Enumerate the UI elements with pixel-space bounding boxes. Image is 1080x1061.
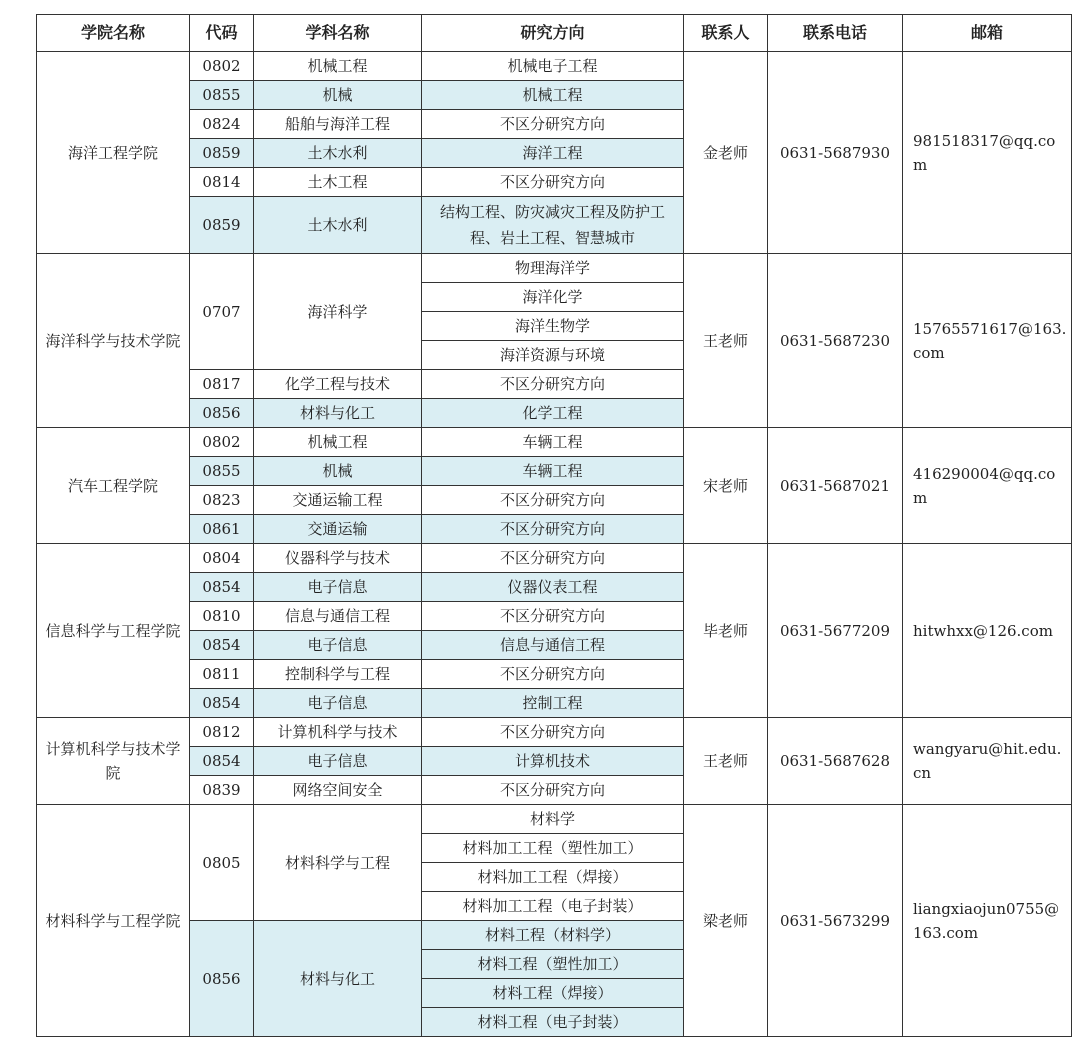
subject-name: 船舶与海洋工程 bbox=[254, 110, 422, 139]
program-code: 0824 bbox=[190, 110, 254, 139]
table-row bbox=[37, 52, 1072, 81]
research-direction: 不区分研究方向 bbox=[422, 515, 684, 544]
research-direction: 海洋化学 bbox=[422, 283, 684, 312]
subject-name: 电子信息 bbox=[254, 631, 422, 660]
research-direction: 结构工程、防灾减灾工程及防护工程、岩土工程、智慧城市 bbox=[422, 197, 684, 254]
subject-name: 交通运输工程 bbox=[254, 486, 422, 515]
header-code: 代码 bbox=[190, 15, 254, 52]
research-direction: 不区分研究方向 bbox=[422, 110, 684, 139]
contact-email: liangxiaojun0755@163.com bbox=[903, 805, 1072, 1037]
research-direction: 控制工程 bbox=[422, 689, 684, 718]
research-direction: 不区分研究方向 bbox=[422, 602, 684, 631]
contact-person: 王老师 bbox=[684, 254, 768, 428]
contact-email: hitwhxx@126.com bbox=[903, 544, 1072, 718]
contact-phone: 0631-5677209 bbox=[768, 544, 903, 718]
program-code: 0854 bbox=[190, 747, 254, 776]
contact-email: 416290004@qq.com bbox=[903, 428, 1072, 544]
college-name: 汽车工程学院 bbox=[37, 428, 190, 544]
table-row bbox=[37, 718, 1072, 747]
program-code: 0861 bbox=[190, 515, 254, 544]
program-code: 0854 bbox=[190, 573, 254, 602]
research-direction: 材料加工工程（电子封装） bbox=[422, 892, 684, 921]
table-row bbox=[37, 544, 1072, 573]
college-name: 海洋工程学院 bbox=[37, 52, 190, 254]
college-name: 海洋科学与技术学院 bbox=[37, 254, 190, 428]
subject-name: 机械 bbox=[254, 81, 422, 110]
header-row bbox=[37, 15, 1072, 52]
subject-name: 机械工程 bbox=[254, 52, 422, 81]
contact-email: wangyaru@hit.edu.cn bbox=[903, 718, 1072, 805]
header-email: 邮箱 bbox=[903, 15, 1072, 52]
research-direction: 车辆工程 bbox=[422, 457, 684, 486]
subject-name: 电子信息 bbox=[254, 573, 422, 602]
research-direction: 不区分研究方向 bbox=[422, 370, 684, 399]
research-direction: 不区分研究方向 bbox=[422, 544, 684, 573]
research-direction: 信息与通信工程 bbox=[422, 631, 684, 660]
research-direction: 材料工程（电子封装） bbox=[422, 1008, 684, 1037]
subject-name: 材料与化工 bbox=[254, 399, 422, 428]
research-direction: 不区分研究方向 bbox=[422, 486, 684, 515]
contact-person: 宋老师 bbox=[684, 428, 768, 544]
header-phone: 联系电话 bbox=[768, 15, 903, 52]
program-code: 0859 bbox=[190, 197, 254, 254]
program-code: 0855 bbox=[190, 81, 254, 110]
program-code: 0856 bbox=[190, 399, 254, 428]
research-direction: 不区分研究方向 bbox=[422, 776, 684, 805]
program-code: 0804 bbox=[190, 544, 254, 573]
subject-name: 计算机科学与技术 bbox=[254, 718, 422, 747]
contact-email: 981518317@qq.com bbox=[903, 52, 1072, 254]
table-body bbox=[37, 52, 1072, 1037]
subject-name: 网络空间安全 bbox=[254, 776, 422, 805]
research-direction: 材料工程（塑性加工） bbox=[422, 950, 684, 979]
subject-name: 土木水利 bbox=[254, 197, 422, 254]
research-direction: 仪器仪表工程 bbox=[422, 573, 684, 602]
research-direction: 材料加工工程（塑性加工） bbox=[422, 834, 684, 863]
research-direction: 机械电子工程 bbox=[422, 52, 684, 81]
program-code: 0856 bbox=[190, 921, 254, 1037]
contact-person: 毕老师 bbox=[684, 544, 768, 718]
program-code: 0810 bbox=[190, 602, 254, 631]
table-row bbox=[37, 805, 1072, 834]
program-code: 0854 bbox=[190, 631, 254, 660]
program-code: 0817 bbox=[190, 370, 254, 399]
subject-name: 电子信息 bbox=[254, 747, 422, 776]
subject-name: 土木水利 bbox=[254, 139, 422, 168]
research-direction: 不区分研究方向 bbox=[422, 168, 684, 197]
research-direction: 不区分研究方向 bbox=[422, 718, 684, 747]
research-direction: 海洋工程 bbox=[422, 139, 684, 168]
admissions-table bbox=[36, 14, 1072, 1037]
research-direction: 不区分研究方向 bbox=[422, 660, 684, 689]
contact-phone: 0631-5673299 bbox=[768, 805, 903, 1037]
program-code: 0814 bbox=[190, 168, 254, 197]
program-code: 0707 bbox=[190, 254, 254, 370]
program-code: 0855 bbox=[190, 457, 254, 486]
subject-name: 海洋科学 bbox=[254, 254, 422, 370]
research-direction: 计算机技术 bbox=[422, 747, 684, 776]
subject-name: 交通运输 bbox=[254, 515, 422, 544]
program-code: 0812 bbox=[190, 718, 254, 747]
research-direction: 化学工程 bbox=[422, 399, 684, 428]
contact-phone: 0631-5687628 bbox=[768, 718, 903, 805]
header-college: 学院名称 bbox=[37, 15, 190, 52]
research-direction: 材料学 bbox=[422, 805, 684, 834]
program-code: 0802 bbox=[190, 428, 254, 457]
program-code: 0802 bbox=[190, 52, 254, 81]
research-direction: 物理海洋学 bbox=[422, 254, 684, 283]
subject-name: 机械工程 bbox=[254, 428, 422, 457]
contact-person: 梁老师 bbox=[684, 805, 768, 1037]
subject-name: 化学工程与技术 bbox=[254, 370, 422, 399]
subject-name: 仪器科学与技术 bbox=[254, 544, 422, 573]
contact-phone: 0631-5687930 bbox=[768, 52, 903, 254]
college-name: 计算机科学与技术学院 bbox=[37, 718, 190, 805]
program-code: 0859 bbox=[190, 139, 254, 168]
table-row bbox=[37, 254, 1072, 283]
subject-name: 机械 bbox=[254, 457, 422, 486]
contact-person: 金老师 bbox=[684, 52, 768, 254]
program-code: 0811 bbox=[190, 660, 254, 689]
table-row bbox=[37, 428, 1072, 457]
header-research: 研究方向 bbox=[422, 15, 684, 52]
program-code: 0805 bbox=[190, 805, 254, 921]
subject-name: 控制科学与工程 bbox=[254, 660, 422, 689]
research-direction: 材料加工工程（焊接） bbox=[422, 863, 684, 892]
research-direction: 海洋生物学 bbox=[422, 312, 684, 341]
program-code: 0839 bbox=[190, 776, 254, 805]
research-direction: 材料工程（材料学） bbox=[422, 921, 684, 950]
contact-person: 王老师 bbox=[684, 718, 768, 805]
subject-name: 材料与化工 bbox=[254, 921, 422, 1037]
program-code: 0854 bbox=[190, 689, 254, 718]
header-contact: 联系人 bbox=[684, 15, 768, 52]
research-direction: 材料工程（焊接） bbox=[422, 979, 684, 1008]
subject-name: 信息与通信工程 bbox=[254, 602, 422, 631]
college-name: 材料科学与工程学院 bbox=[37, 805, 190, 1037]
header-subject: 学科名称 bbox=[254, 15, 422, 52]
subject-name: 电子信息 bbox=[254, 689, 422, 718]
college-name: 信息科学与工程学院 bbox=[37, 544, 190, 718]
contact-phone: 0631-5687021 bbox=[768, 428, 903, 544]
subject-name: 土木工程 bbox=[254, 168, 422, 197]
research-direction: 车辆工程 bbox=[422, 428, 684, 457]
research-direction: 海洋资源与环境 bbox=[422, 341, 684, 370]
subject-name: 材料科学与工程 bbox=[254, 805, 422, 921]
contact-phone: 0631-5687230 bbox=[768, 254, 903, 428]
research-direction: 机械工程 bbox=[422, 81, 684, 110]
program-code: 0823 bbox=[190, 486, 254, 515]
contact-email: 15765571617@163.com bbox=[903, 254, 1072, 428]
